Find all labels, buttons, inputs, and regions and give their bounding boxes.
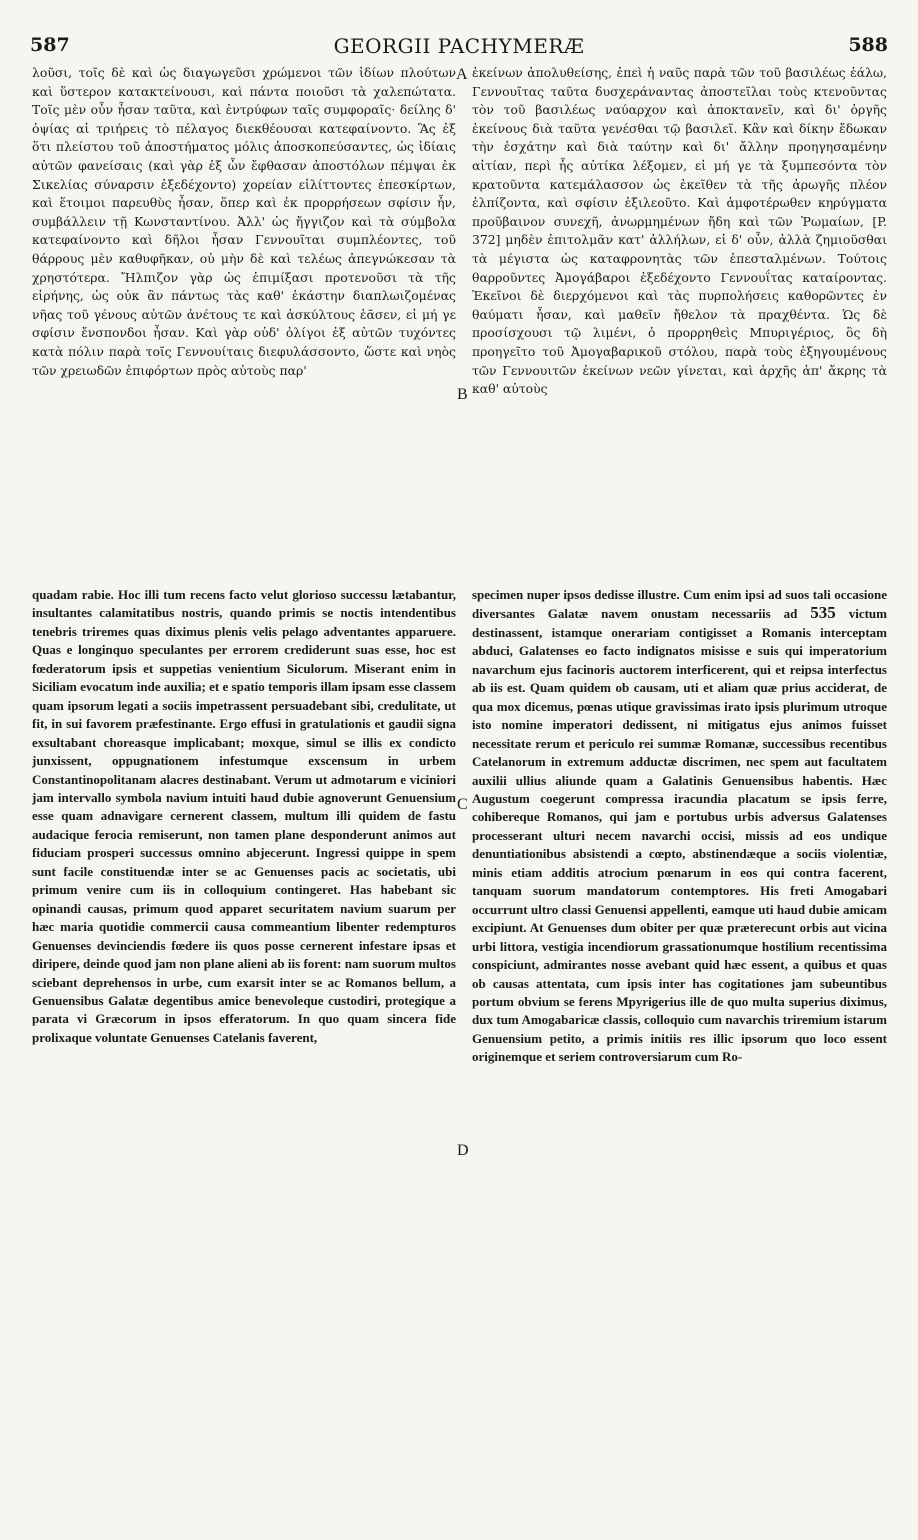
margin-marker-c: C xyxy=(457,796,468,813)
margin-marker-a: A xyxy=(456,66,468,83)
page-number-left: 587 xyxy=(30,34,70,56)
margin-marker-b: B xyxy=(457,386,468,403)
latin-text-left: quadam rabie. Hoc illi tum recens facto velut glorioso successu lætabantur, insultantes calamitatibus nostris, quando primis se noctis intendentibus tenebris triremes quas diximus plenis velis pelago adventantes apparuere. Quas e longinquo speculantes per errorem crediderunt suas esse, hoc est fœderatorum ipsis et suppetias venientium Siculorum. Miserant enim in Siciliam evocatum inde auxilia; et e spatio temporis illam ipsam esse classem quam ipsorum legati a sociis impetrassent persuadebant sibi, credulitate, ut fit, in sui favorem præfestinante. Ergo effusi in gratulationis et gaudii signa exsultabant choreasque implicabant; moxque, simul se illis ex condicto junxissent, oppugnationem infestumque exscensum in urbem Constantinopolitanam alacres destinabant. Verum ut admotarum e viciniori jam intervallo symbola navium intuiti haud dubie agnoverunt Genuensium esse quam adnavigare cernerent classem, multum illi quidem de fastu audacique ferocia remiserunt, non tamen plane desponderunt animos aut fiduciam prosperi successus omnino abjecerunt. Ingressi quippe in spem sunt facile constituendæ inter se ac Genuenses pacis ac societatis, ubi primum venire cum iis in colloquium contingeret. Has habebant sic opinandi causas, primum quod apparet securitatem navium suarum per hæc maria quotidie commercii causa commeantium libenter redempturos Genuenses devinciendis fœdere iis quos posse cernerent infestare ipsas et diripere, deinde quod jam non plane alieni ab iis forent: nam suorum multos sciebant deprehensos in urbe, cum exarsit inter se ac Romanos bellum, a Genuensibus Galatæ degentibus amice benevoleque custodiri, protegique a parata vi Græcorum in ipsos efferatorum. In quo quam sincera fide prolixaque voluntate Genuenses Catelanis faverent, xyxy=(32,587,456,1045)
edition-page-number: 535 xyxy=(810,603,836,623)
greek-text-right: ἐκείνων ἀπολυθείσης, ἐπεὶ ἡ ναῦς παρὰ τῶν τοῦ βασιλέως ἑάλω, Γεννουῖτας ταῦτα δυσχεράναντας ἀποστεῖλαι τοὺς κτενοῦντας τὸν τοῦ βασιλέως ναύαρχον καὶ ἀποκτανεῖν, καὶ δι' ὀργῆς ἐκείνους διὰ ταῦτα γενέσθαι τῷ βασιλεῖ. Κἂν καὶ δίκην ἔδωκαν τὴν ἐσχάτην καὶ διὰ ταύτην καὶ δι' ἄλλην προηγησαμένην αἰτίαν, περὶ ἧς αὐτίκα λέξομεν, εἰ μή γε τὰ ξυμπεσόντα τὸν κρατοῦντα κατεμάλασσον ὡς ἐκεῖθεν τὰ τῆς ἀρωγῆς πλέον ἐλπίζοντα, καὶ σφίσιν ἐξιλεοῦτο. Καὶ ἀμφοτέρωθεν κηρύγματα προῦβαινον συνεχῆ, ἀνωρμημένων ἤδη καὶ τῶν Ῥωμαίων, [P. 372] μηδὲν ἐπιτολμᾶν κατ' ἀλλήλων, εἰ δ' οὖν, ἀλλὰ ζημιοῦσθαι τὰ μέγιστα ὡς καταφρονητὰς τῶν ἐπεσταλμένων. Τούτοις θαρροῦντες Ἀμογάβαροι ἐξεδέχοντο Γεννουΐτας καταίροντας. Ἐκεῖνοι δὲ διερχόμενοι καὶ τὰς πυρπολήσεις καθορῶντες ἐν θαύματι ἦσαν, καὶ μαθεῖν ἤθελον τὰ πραχθέντα. Ὡς δὲ προσίσχουσι τῷ λιμένι, ὁ προρρηθεὶς Μπυριγέριος, ὃς δὴ προηγεῖτο τοῦ Ἀμογαβαρικοῦ στόλου, παρὰ τοὺς ἐξηγουμένους τῶν Γεννουιτῶν ἐκείνων νεῶν γίνεται, καὶ ἀρχῆς ἀπ' ἄκρης τὰ καθ' αὐτοὺς xyxy=(472,65,887,397)
page-number-right: 588 xyxy=(848,34,888,56)
latin-column-right xyxy=(472,586,887,1530)
section-divider xyxy=(32,577,887,578)
greek-column-right xyxy=(472,64,887,570)
margin-marker-d: D xyxy=(457,1142,469,1159)
greek-text-left: λοῦσι, τοῖς δὲ καὶ ὡς διαγωγεῦσι χρώμενοι τῶν ἰδίων πλούτων καὶ ὕστερον κατακτείνουσι, καὶ πάντα ποιοῦσι τὰ χαλεπώτατα. Τοῖς μὲν οὖν ἦσαν ταῦτα, καὶ ἐντρύφων ταῖς συμφοραῖς· δείλης δ' ὀψίας αἱ τριήρεις τὸ πέλαγος διεκθέουσαι κατεφαίνοντο. Ἃς ἐξ ὅτι πλείστου τοῦ ἀποστήματος μόλις ἀποσκοπεύσαντες, ὡς ἰδίαις αὐτῶν φανείσαις (καὶ γὰρ ἐξ ὧν ἔφθασαν ἀποστόλων πέμψαι ἐκ Σικελίας σύναρσιν ἐξεδέχοντο) χορείαν εἱλίττοντες ἐπεσκίρτων, καὶ ἕτοιμοι παρευθὺς ἦσαν, ὅπερ καὶ ἐκ προρρήσεων σφίσιν ἦν, συμβάλλειν τῇ Κωνσταντίνου. Ἀλλ' ὡς ἤγγιζον καὶ τὰ σύμβολα κατεφαίνοντο καὶ δῆλοι ἦσαν Γεννουῖται συμπλέοντες, τοῦ θάρρους μὲν καθυφῆκαν, οὐ μὴν δὲ καὶ τελέως ἀπεγνώκεσαν τὰ χρηστότερα. Ἤλπιζον γὰρ ὡς ἐπιμίξασι προτενοῦσι τὰ τῆς εἰρήνης, ὡς οὐκ ἂν πάντως τὰς καθ' ἑκάστην διαπλωιζομένας νῆας τοῦ γένους αὐτῶν ἀνέτους τε καὶ ἀσκύλτους ἐᾶσεν, εἰ μή γε σφίσιν ἔνσπονδοι ἦσαν. Καὶ γὰρ οὐδ' ὀλίγοι ἐξ αὐτῶν τυχόντες κατὰ πόλιν παρὰ τοῖς Γεννουίταις διεφυλάσσοντο, ὥστε καὶ νηὸς τῶν χρειωδῶν ἐπιφόρτων πρὸς αὐτοὺς παρ' xyxy=(32,65,456,378)
greek-column-left xyxy=(32,64,456,570)
latin-text-right-part1: specimen nuper ipsos dedisse illustre. Cum enim ipsi ad suos tali occasione diversantes Galatæ navem onustam necessariis ad xyxy=(472,587,887,622)
latin-column-left xyxy=(32,586,456,1530)
latin-text-right-part2: victum destinassent, istamque onerariam contigisset a Romanis interceptam abduci, Galatenses eo facto indignatos misisse e suis qui imperatorium navarchum ejus facinoris auctorem interficerent, qui et reipsa interfectus ab iis est. Quam quidem ob causam, uti et aliam quæ prius acciderat, de qua mox dicemus, pœnas utique gravissimas irato ipsis plurimum utroque isto nomine imperatori dedissent, ni mitigatus ejus animos fuisset necessitate rerum et periculo rei summæ Romanæ, successibus recentibus Catelanorum in extremum adductæ discrimen, nec spem aut facultatem auxilii ullius aliunde quam a Galatinis Genuensibus habentis. Hæc Augustum coegerunt compressa iracundia placatum se ipsis ferre, cohibereque Romanos, qui jam e portubus urbis adversus Galatenses processerant ulturi necem navarchi occisi, missis ad eos undique denuntiationibus absistendi a cœpto, abstinendæque a sociis violentiæ, minis etiam additis atrocium pœnarum in eos qui contra facerent, tanquam suorum mandatorum contemptores. His freti Amogabari occurrunt ultro classi Genuensi appellenti, eamque uti haud dubie amicam excipiunt. At Genuenses dum obiter per quæ præterecunt orbis aut vicina urbi littora, vestigia incendiorum grassationumque hostilium recentissima conspiciunt, admirantes nosse avebant quid hæc essent, a quibus et quas ob causas attentata, cum ipsis inter has cogitationes jam subeuntibus portum obvium se ferens Mpyrigerius ille de quo multa superius diximus, dux tum Amogabaricæ classis, colloquio cum navarchis triremium istarum Genuensium petito, a primis initiis res illic ipsorum quo loco essent originemque et seriem controversiarum cum Ro- xyxy=(472,606,887,1065)
running-title: GEORGII PACHYMERÆ xyxy=(333,34,585,58)
latin-text-right xyxy=(472,586,887,1067)
page-header xyxy=(30,34,888,58)
